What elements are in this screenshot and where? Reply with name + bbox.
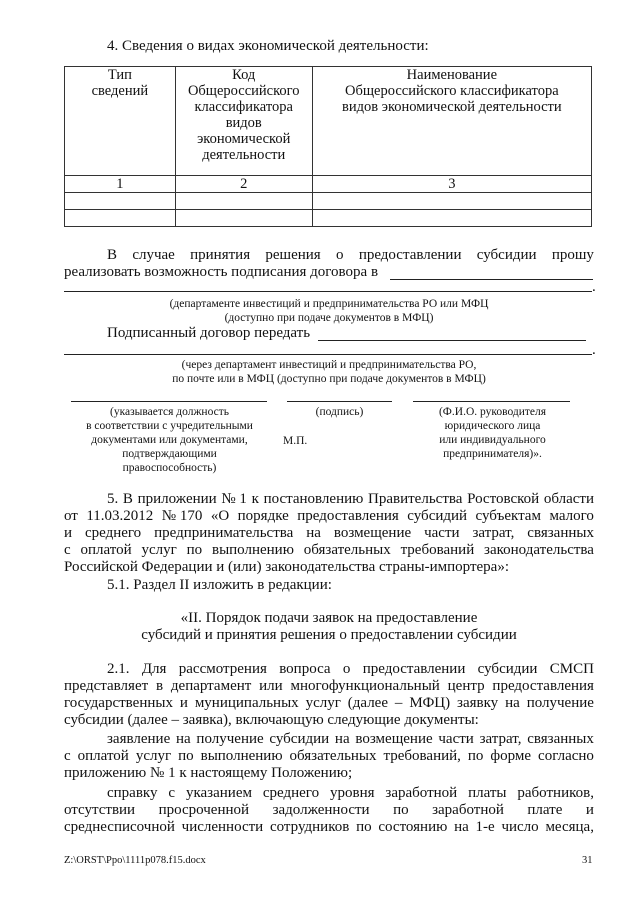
header-name: Наименование Общероссийского классификатора видов экономической деятельности [312, 67, 591, 176]
signature-line[interactable] [287, 401, 392, 402]
p-app-line-2: с оплатой услуг по выполнению обязательных требований, по форме согласно [64, 748, 594, 764]
contract-place-field-line2[interactable] [64, 291, 592, 292]
header-type: Тип сведений [65, 67, 176, 176]
p-cert-line-1: справку с указанием среднего уровня заработной платы работников, [107, 785, 594, 801]
sign-label: (подпись) [315, 406, 364, 418]
p-cert-line-3: среднесписочной численности сотрудников по состоянию на 1-е число месяца, [64, 819, 594, 835]
position-note: (указывается должность в соответствии с учредительными документами или документами, подтверждающими правоспособность) [86, 406, 253, 474]
table-number-row: 1 2 3 [65, 176, 592, 193]
position-line[interactable] [71, 401, 267, 402]
fio-line[interactable] [413, 401, 570, 402]
page-number: 31 [582, 855, 593, 866]
item5-line-1: 5. В приложении № 1 к постановлению Правительства Ростовской области [107, 491, 594, 507]
transfer-label: Подписанный договор передать [107, 325, 311, 341]
p21-line-1: 2.1. Для рассмотрения вопроса о предоставлении субсидии СМСП [107, 661, 594, 677]
header-code: Код Общероссийского классификатора видов экономической деятельности [175, 67, 312, 176]
note-transfer: (через департамент инвестиций и предпринимательства РО, по почте или в МФЦ (доступно при подаче документов в МФЦ) [172, 359, 486, 385]
p21-line-4: субсидии (далее – заявка), включающую следующие документы: [64, 712, 479, 728]
item5-line-3: и среднего предпринимательства на возмещение части затрат, связанных [64, 525, 594, 541]
transfer-field[interactable] [318, 340, 586, 341]
okved-table [64, 66, 592, 227]
table-row [65, 193, 592, 210]
p21-line-3: государственных и муниципальных услуг (далее – МФЦ) заявку на получение [64, 695, 594, 711]
document-page: 4. Сведения о видах экономической деятельности: Тип сведений Код Общероссийского классификатора видов экономической деятельности Наименование Общероссийского классификатора видов экономической деятельности 1 2 3 В случае принятия решения о предоставлении субсидии прошу реализовать возможность подписания договора в . (департаменте инвестиций и предпринимательства РО или МФЦ (доступно при подаче документов в МФЦ) Подписанный договор передать . (через департамент инвестиций и предпринимательства РО, по почте или в МФЦ (доступно при подаче документов в МФЦ) (указывается должность в соответствии с учредительными документами или документами, подтверждающими правоспособность) (подпись) М.П. (Ф.И.О. руководителя юридического лица или индивидуального предпринимателя)». 5. В приложении № 1 к постановлению Правительства Ростовской области от 11.03.2012 № 170 «О порядке предоставления субсидий субъектам малого и среднего предпринимательства на возмещение части затрат, связанных с оплатой услуг по выполнению обязательных требований законодательства Российской Федерации и (или) законодательства страны-импортера»: 5.1. Раздел II изложить в редакции: «II. Порядок подачи заявок на предоставление субсидий и принятия решения о предоставлении субсидии 2.1. Для рассмотрения вопроса о предоставлении субсидии СМСП представляет в департамент или многофункциональный центр предоставления государственных и муниципальных услуг (далее – МФЦ) заявку на получение субсидии (далее – заявка), включающую следующие документы: заявление на получение субсидии на возмещение части затрат, связанных с оплатой услуг по выполнению обязательных требований, по форме согласно приложению № 1 к настоящему Положению; справку с указанием среднего уровня заработной платы работников, отсутствии просроченной задолженности по заработной плате и среднесписочной численности сотрудников по состоянию на 1-е число месяца, Z:\ORST\Ppo\1111p078.f15.docx 31 [64, 38, 596, 866]
transfer-field-line2[interactable] [64, 354, 592, 355]
p21-line-2: представляет в департамент или многофункциональный центр предоставления [64, 678, 594, 694]
note-department: (департаменте инвестиций и предпринимательства РО или МФЦ (доступно при подаче документов в МФЦ) [169, 298, 489, 324]
case-line-1: В случае принятия решения о предоставлении субсидии прошу [107, 247, 594, 263]
fio-note: (Ф.И.О. руководителя юридического лица или индивидуального предпринимателя)». [438, 406, 547, 460]
item5-line-5: Российской Федерации и (или) законодательства страны-импортера»: [64, 559, 510, 575]
item5-line-2: от 11.03.2012 № 170 «О порядке предоставления субсидий субъектам малого [64, 508, 594, 524]
stamp-label: М.П. [283, 435, 308, 447]
table-row [65, 210, 592, 227]
item51: 5.1. Раздел II изложить в редакции: [107, 577, 332, 593]
section-title: «II. Порядок подачи заявок на предоставление субсидий и принятия решения о предоставлении субсидии [141, 610, 517, 643]
section4-heading: 4. Сведения о видах экономической деятельности: [107, 38, 429, 54]
contract-place-field[interactable] [390, 279, 593, 280]
table-header-row [65, 67, 592, 176]
p-app-line-3: приложению № 1 к настоящему Положению; [64, 765, 353, 781]
case-line-2: реализовать возможность подписания договора в [64, 264, 379, 280]
item5-line-4: с оплатой услуг по выполнению обязательных требований законодательства [64, 542, 594, 558]
p-app-line-1: заявление на получение субсидии на возмещение части затрат, связанных [107, 731, 594, 747]
footer-file-path: Z:\ORST\Ppo\1111p078.f15.docx [64, 855, 206, 866]
p-cert-line-2: отсутствии просроченной задолженности по заработной плате и [64, 802, 594, 818]
